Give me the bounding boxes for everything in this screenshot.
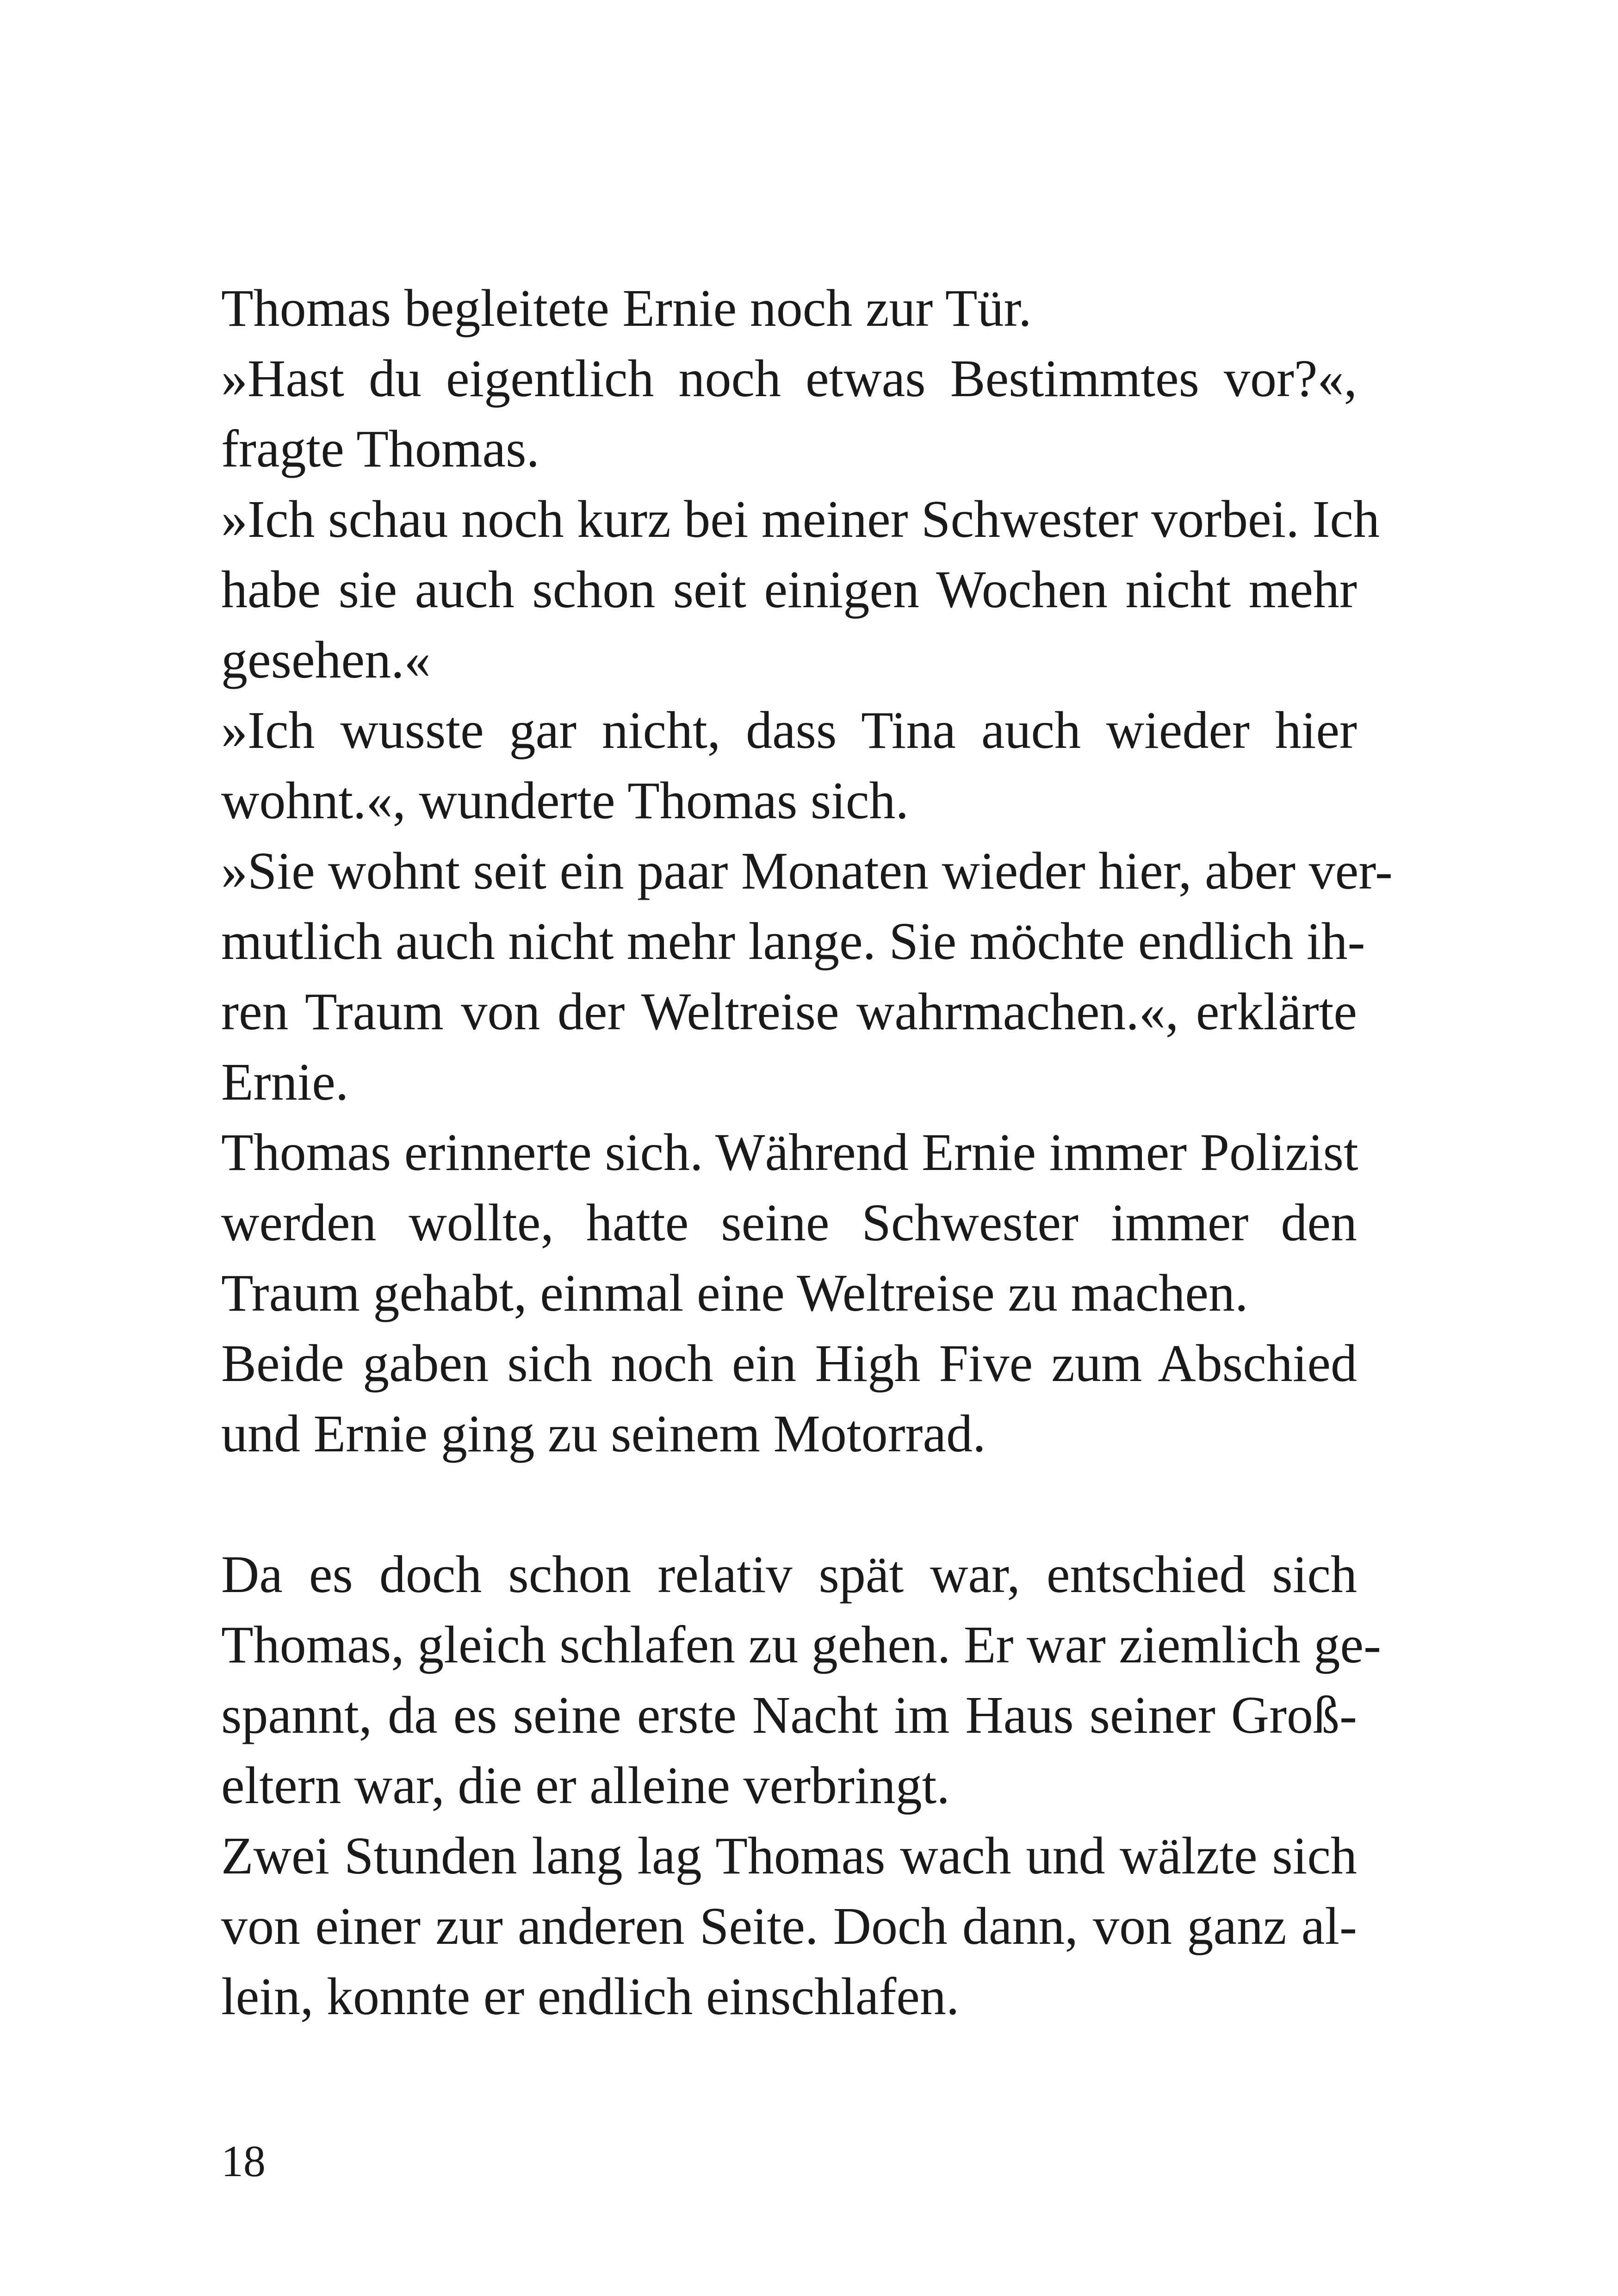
text-line: ren Traum von der Weltreise wahrmachen.«, erklärte	[221, 982, 1357, 1041]
text-line: »Ich wusste gar nicht, dass Tina auch wieder hier	[221, 701, 1357, 759]
text-line: gesehen.«	[221, 630, 431, 689]
text-line: lein, konnte er endlich einschlafen.	[221, 1967, 960, 2026]
text-line: »Hast du eigentlich noch etwas Bestimmtes vor?«,	[221, 349, 1357, 408]
text-line: Thomas, gleich schlafen zu gehen. Er war ziemlich ge-	[221, 1615, 1381, 1674]
text-line: Zwei Stunden lang lag Thomas wach und wälzte sich	[221, 1826, 1357, 1885]
text-line: Traum gehabt, einmal eine Weltreise zu machen.	[221, 1263, 1248, 1322]
text-line: mutlich auch nicht mehr lange. Sie möchte endlich ih-	[221, 912, 1365, 971]
page-number: 18	[221, 2136, 266, 2186]
text-line: Da es doch schon relativ spät war, entschied sich	[221, 1545, 1357, 1604]
text-line: spannt, da es seine erste Nacht im Haus seiner Groß-	[221, 1686, 1357, 1744]
text-line: Ernie.	[221, 1052, 349, 1111]
text-section-1	[221, 273, 1393, 1469]
text-line: eltern war, die er alleine verbringt.	[221, 1756, 950, 1815]
text-line: »Sie wohnt seit ein paar Monaten wieder hier, aber ver-	[221, 841, 1393, 900]
text-section-2	[221, 1539, 1381, 2032]
text-line: habe sie auch schon seit einigen Wochen nicht mehr	[221, 560, 1357, 619]
text-line: von einer zur anderen Seite. Doch dann, von ganz al-	[221, 1897, 1357, 1955]
text-line: Thomas erinnerte sich. Während Ernie immer Polizist	[221, 1123, 1358, 1182]
text-line: »Ich schau noch kurz bei meiner Schwester vorbei. Ich	[221, 490, 1380, 548]
text-line: wohnt.«, wunderte Thomas sich.	[221, 771, 909, 830]
text-line: und Ernie ging zu seinem Motorrad.	[221, 1404, 986, 1463]
text-line: Beide gaben sich noch ein High Five zum Abschied	[221, 1334, 1357, 1393]
text-line: werden wollte, hatte seine Schwester immer den	[221, 1193, 1357, 1252]
text-line: Thomas begleitete Ernie noch zur Tür.	[221, 279, 1032, 337]
text-line: fragte Thomas.	[221, 419, 540, 478]
